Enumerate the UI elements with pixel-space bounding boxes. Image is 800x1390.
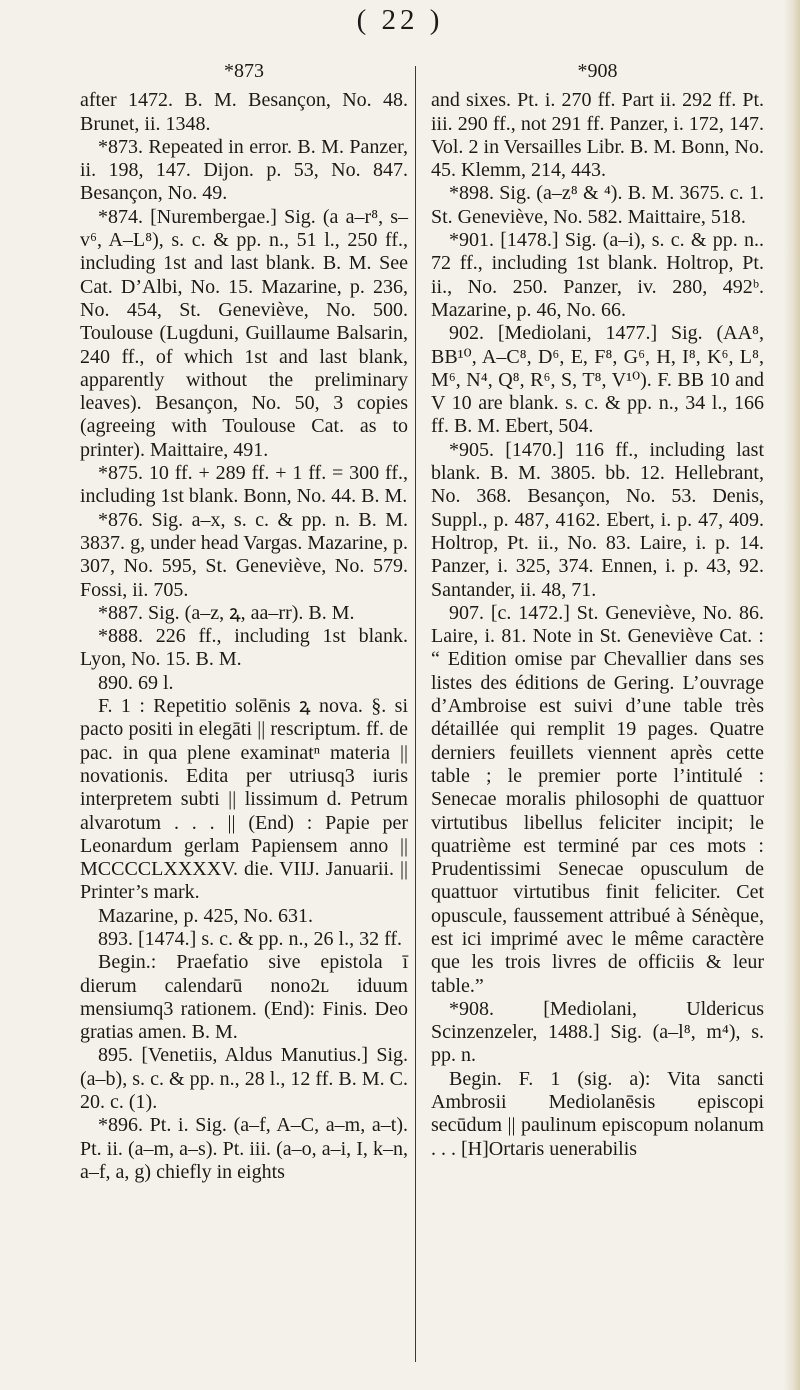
left-entry: 895. [Venetiis, Aldus Manutius.] Sig. (a–b), s. c. & pp. n., 28 l., 12 ff. B. M. C. 20. c. (1). (80, 1044, 408, 1114)
right-entry: 907. [c. 1472.] St. Geneviève, No. 86. Laire, i. 81. Note in St. Geneviève Cat. : “ Edition omise par Chevallier dans ses listes des éditions de Gering. L’ouvrage d’Ambroise est suivi d’une table très détaillée qui remplit 19 pages. Quatre derniers feuillets viennent après cette table ; le premier porte l’intitulé : Senecae moralis philosophi de quattuor virtutibus libellus feliciter incipit; le quatrième est terminé par ces mots : Prudentissimi Senecae opusculum de quattuor virtutibus finit feliciter. Cet opuscule, faussement attribué à Sénèque, est ici imprimé avec le même caractère que les trois livres de officiis & leur table.” (431, 601, 764, 997)
page-edge (784, 0, 800, 1390)
right-entry: Begin. F. 1 (sig. a): Vita sancti Ambrosii Mediolanēsis episcopi secūdum || paulinum episcopum nolanum . . . [H]Ortaris uenerabilis (431, 1067, 764, 1160)
left-entry: *887. Sig. (a–z, ꝝ, aa–rr). B. M. (98, 601, 355, 624)
right-entry: *898. Sig. (a–z⁸ & ⁴). B. M. 3675. c. 1. St. Geneviève, No. 582. Maittaire, 518. (431, 182, 764, 228)
left-entry: after 1472. B. M. Besançon, No. 48. Brunet, ii. 1348. (80, 89, 408, 135)
right-entry: *901. [1478.] Sig. (a–i), s. c. & pp. n.. 72 ff., including 1st blank. Holtrop, Pt. ii., No. 250. Panzer, iv. 280, 492ᵇ. Mazarine, p. 46, No. 66. (431, 229, 764, 321)
right-column-body (431, 89, 764, 1161)
left-entry: 890. 69 l. (98, 671, 174, 694)
left-entry: *876. Sig. a–x, s. c. & pp. n. B. M. 3837. g, under head Vargas. Mazarine, p. 307, No. 595, St. Geneviève, No. 579. Fossi, ii. 705. (80, 508, 408, 601)
left-column (80, 60, 408, 1184)
left-column-body (80, 89, 408, 1184)
right-column-heading: *908 (577, 60, 618, 82)
left-entry: *874. [Nurembergae.] Sig. (a a–r⁸, s–v⁶, A–L⁸), s. c. & pp. n., 51 l., 250 ff., including 1st and last blank. B. M. See Cat. D’Albi, No. 15. Mazarine, p. 236, No. 454, St. Geneviève, No. 500. Toulouse (Lugduni, Guillaume Balsarin, 240 ff., of which 1st and last blank, apparently without the preliminary leaves). Besançon, No. 50, 3 copies (agreeing with Toulouse Cat. as to printer). Maittaire, 491. (80, 205, 408, 461)
left-entry: *896. Pt. i. Sig. (a–f, A–C, a–m, a–t). Pt. ii. (a–m, a–s). Pt. iii. (a–o, a–i, I, k–n, a–f, a, g) chiefly in eights (80, 1114, 408, 1183)
right-column (431, 60, 764, 1161)
left-entry: *873. Repeated in error. B. M. Panzer, ii. 198, 147. Dijon. p. 53, No. 847. Besançon, No. 49. (80, 135, 408, 205)
left-entry: Begin.: Praefatio sive epistola ī dierum calendarū nono2ʟ iduum mensiumq3 rationem. (End): Finis. Deo gratias amen. B. M. (80, 951, 408, 1044)
right-entry: *905. [1470.] 116 ff., including last blank. B. M. 3805. bb. 12. Hellebrant, No. 368. Besançon, No. 53. Denis, Suppl., p. 487, 4162. Ebert, i. p. 47, 409. Holtrop, Pt. ii., No. 83. Laire, i. p. 14. Panzer, i. 325, 374. Ennen, i. p. 43, 92. Santander, ii. 48, 71. (431, 438, 764, 601)
right-entry: and sixes. Pt. i. 270 ff. Part ii. 292 ff. Pt. iii. 290 ff., not 291 ff. Panzer, i. 172, 147. Vol. 2 in Versailles Libr. B. M. Bonn, No. 45. Klemm, 214, 443. (431, 89, 764, 182)
right-entry: *908. [Mediolani, Uldericus Scinzenzeler, 1488.] Sig. (a–l⁸, m⁴), s. pp. n. (431, 997, 764, 1067)
page-number: ( 22 ) (356, 4, 444, 36)
column-divider (415, 66, 416, 1362)
right-entry: 902. [Mediolani, 1477.] Sig. (AA⁸, BB¹⁰, A–C⁸, D⁶, E, F⁸, G⁶, H, I⁸, K⁶, L⁸, M⁶, N⁴, Q⁸, R⁶, S, T⁸, V¹⁰). F. BB 10 and V 10 are blank. s. c. & pp. n., 34 l., 166 ff. B. M. Ebert, 504. (431, 322, 764, 438)
left-entry: 893. [1474.] s. c. & pp. n., 26 l., 32 ff. (98, 927, 403, 950)
left-column-heading: *873 (224, 60, 264, 82)
left-entry: *888. 226 ff., including 1st blank. Lyon, No. 15. B. M. (80, 625, 408, 671)
left-entry: F. 1 : Repetitio solēnis ꝝ nova. §. si pacto positi in elegāti || rescriptum. ff. de pac. in qua plene examinatⁿ materia || novationis. Edita per utriusq3 iuris interpretem subti || lissimum d. Petrum alvarotum . . . || (End) : Papie per Leonardum gerlam Papiensem anno || MCCCCLXXXXV. die. VIIJ. Januarii. || Printer’s mark. (80, 695, 408, 904)
left-entry: *875. 10 ff. + 289 ff. + 1 ff. = 300 ff., including 1st blank. Bonn, No. 44. B. M. (80, 462, 408, 508)
left-entry: Mazarine, p. 425, No. 631. (98, 904, 313, 927)
